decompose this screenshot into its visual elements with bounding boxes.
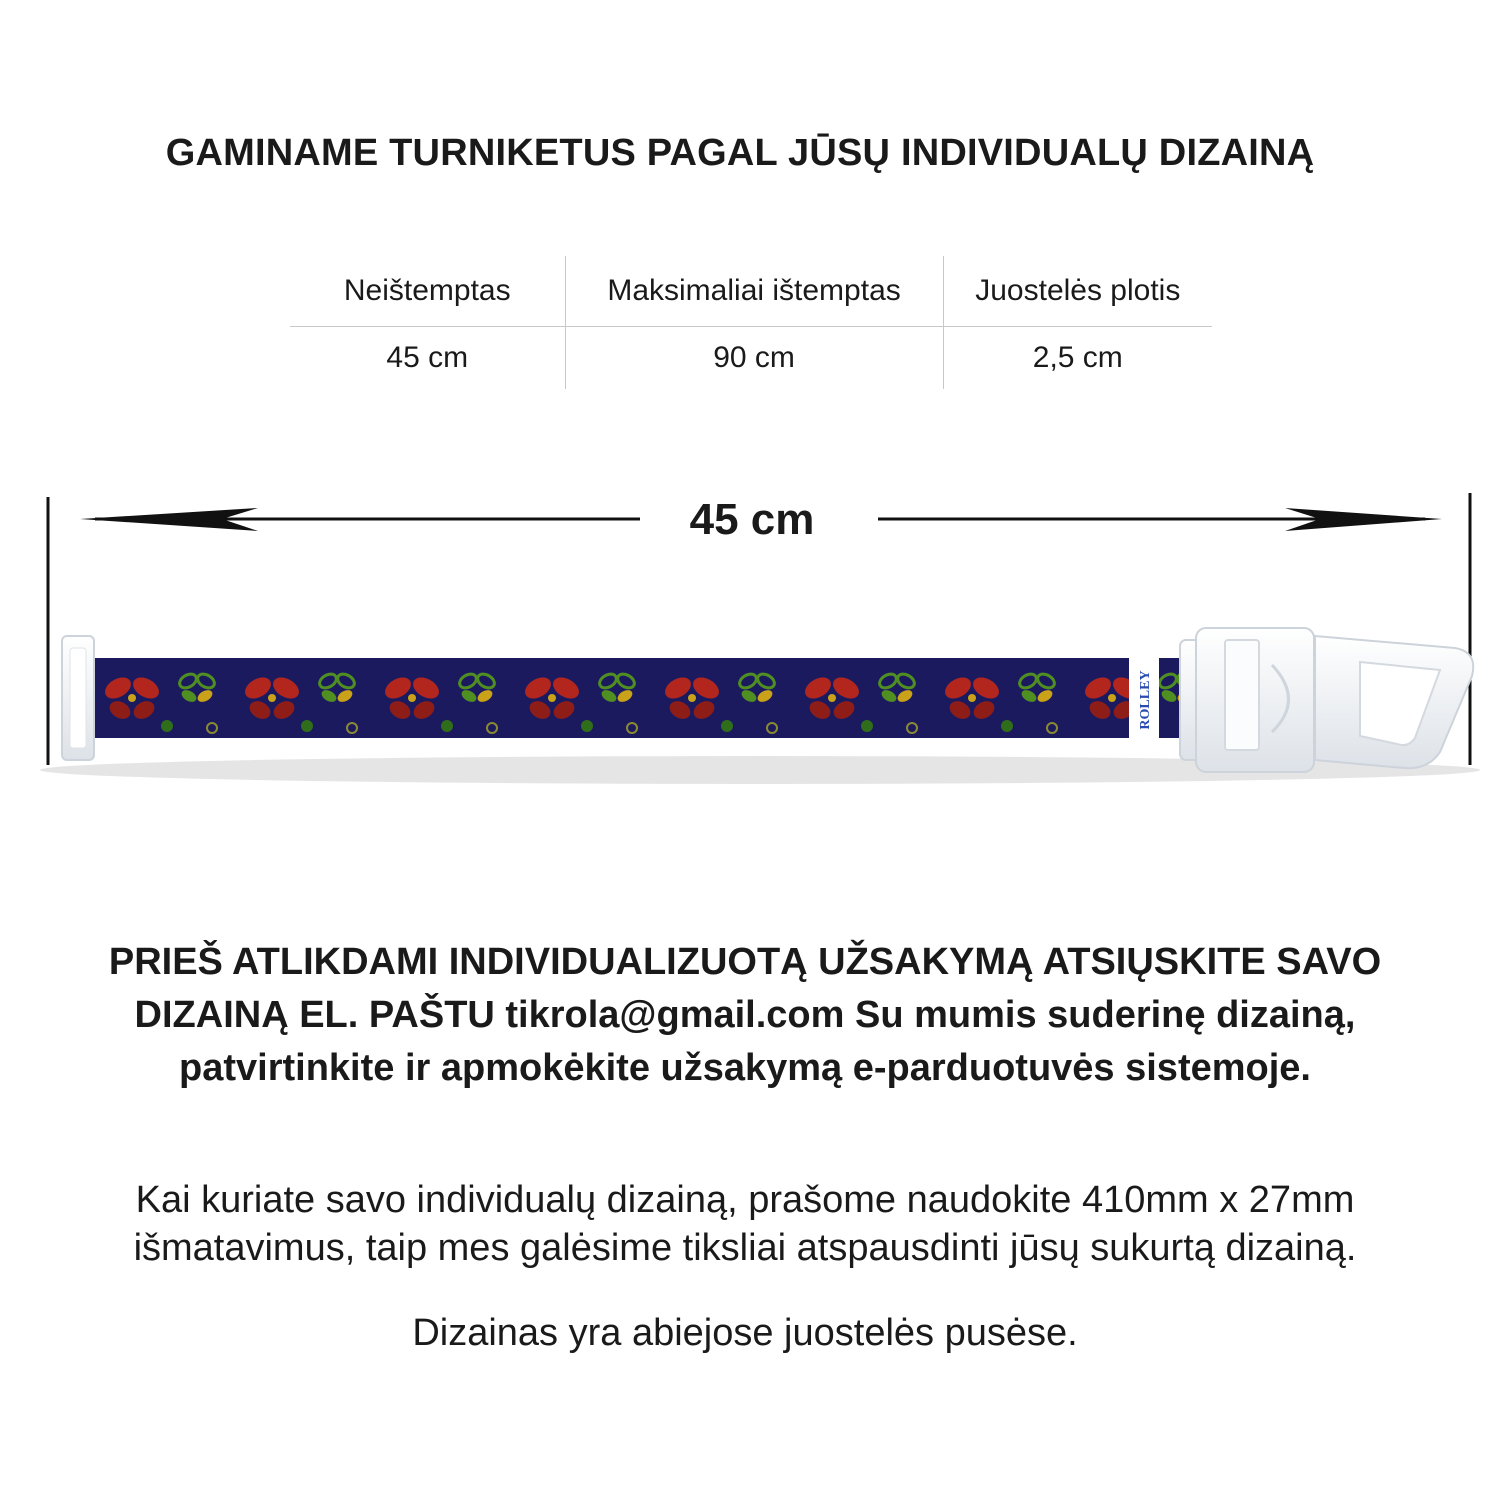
specs-value-row (290, 327, 1212, 390)
spec-value-strap-width: 2,5 cm (943, 327, 1212, 390)
double-sided-note: Dizainas yra abiejose juostelės pusėse. (412, 1312, 1078, 1354)
specs-header-row (290, 256, 1212, 327)
length-label: 45 cm (689, 495, 815, 544)
spec-value-unstretched: 45 cm (386, 341, 469, 374)
brand-logo: ROLLEY (1138, 670, 1153, 730)
spec-header-strap-width: Juostelės plotis (943, 256, 1212, 327)
design-size-note: Kai kuriate savo individualų dizainą, prašome naudokite 410mm x 27mm išmatavimus, taip mes galėsime tiksliai atspausdinti jūsų sukurtą dizainą. (133, 1179, 1357, 1269)
page-title: GAMINAME TURNIKETUS PAGAL JŪSŲ INDIVIDUALŲ DIZAINĄ (165, 132, 1315, 174)
spec-header-max-stretched: Maksimaliai ištemptas (565, 256, 943, 327)
spec-header-unstretched: Neištemptas (290, 256, 565, 327)
spec-value-max-stretched: 90 cm (565, 327, 943, 390)
order-notice: PRIEŠ ATLIKDAMI INDIVIDUALIZUOTĄ UŽSAKYMĄ ATSIŲSKITE SAVO DIZAINĄ EL. PAŠTU tikrola@gmail.com Su mumis suderinę dizainą, patvirtinkite ir apmokėkite užsakymą e-parduotuvės sistemoje. (108, 941, 1382, 1089)
specs-table (290, 256, 1212, 389)
patterned-strap (92, 658, 1200, 738)
